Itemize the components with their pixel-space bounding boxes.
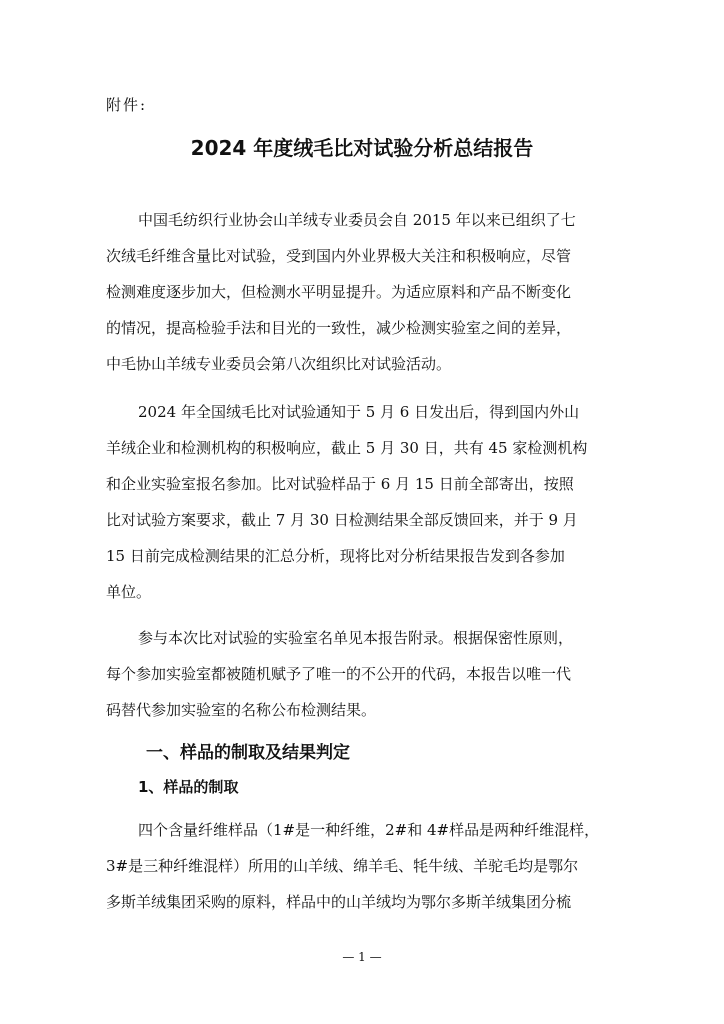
paragraph-line: 每个参加实验室都被随机赋予了唯一的不公开的代码，本报告以唯一代 (106, 665, 572, 683)
paragraph-line: 15 日前完成检测结果的汇总分析，现将比对分析结果报告发到各参加 (106, 547, 565, 565)
paragraph-3 (106, 620, 630, 728)
page-number: — 1 — (342, 950, 382, 964)
paragraph-line: 码替代参加实验室的名称公布检测结果。 (106, 701, 377, 719)
attachment-label: 附件: (106, 96, 148, 114)
paragraph-line: 单位。 (106, 583, 152, 601)
paragraph-line: 多斯羊绒集团采购的原料，样品中的山羊绒均为鄂尔多斯羊绒集团分梳 (106, 893, 572, 911)
paragraph-line: 中毛协山羊绒专业委员会第八次组织比对试验活动。 (106, 355, 452, 373)
section-heading: 一、样品的制取及结果判定 (146, 743, 350, 763)
paragraph-line: 比对试验方案要求，截止 7 月 30 日检测结果全部反馈回来，并于 9 月 (106, 511, 578, 529)
paragraph-line: 羊绒企业和检测机构的积极响应，截止 5 月 30 日，共有 45 家检测机构 (106, 439, 588, 457)
paragraph-line: 次绒毛纤维含量比对试验，受到国内外业界极大关注和积极响应，尽管 (106, 247, 572, 265)
subsection-heading: 1、样品的制取 (138, 778, 239, 796)
paragraph-line: 中国毛纺织行业协会山羊绒专业委员会自 2015 年以来已组织了七 (138, 211, 576, 229)
paragraph-2 (106, 394, 630, 610)
document-title: 2024 年度绒毛比对试验分析总结报告 (190, 136, 534, 160)
paragraph-line: 2024 年全国绒毛比对试验通知于 5 月 6 日发出后，得到国内外山 (138, 403, 580, 421)
paragraph-line: 的情况，提高检验手法和目光的一致性，减少检测实验室之间的差异， (106, 319, 572, 337)
paragraph-line: 检测难度逐步加大，但检测水平明显提升。为适应原料和产品不断变化 (106, 283, 572, 301)
paragraph-line: 3#是三种纤维混样）所用的山羊绒、绵羊毛、牦牛绒、羊驼毛均是鄂尔 (106, 857, 579, 875)
paragraph-line: 四个含量纤维样品（1#是一种纤维，2#和 4#样品是两种纤维混样， (138, 821, 600, 839)
paragraph-line: 和企业实验室报名参加。比对试验样品于 6 月 15 日前全部寄出，按照 (106, 475, 574, 493)
paragraph-line: 参与本次比对试验的实验室名单见本报告附录。根据保密性原则， (138, 629, 574, 647)
paragraph-4 (106, 812, 630, 920)
paragraph-1 (106, 202, 630, 382)
